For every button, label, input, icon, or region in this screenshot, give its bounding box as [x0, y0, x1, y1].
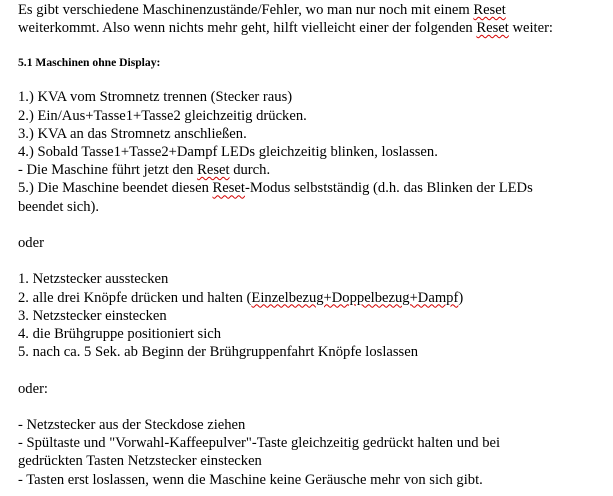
intro-line-2 — [18, 19, 610, 37]
intro-paragraph — [18, 1, 610, 37]
method-1-step-4-note: - Die Maschine führt jetzt den Reset durch. — [18, 162, 271, 179]
method-1-step-4: 4.) Sobald Tasse1+Tasse2+Dampf LEDs gleichzeitig blinken, loslassen. — [18, 144, 438, 161]
method-2-step-4: 4. die Brühgruppe positioniert sich — [18, 326, 222, 343]
spellcheck-word-reset: Reset — [476, 20, 509, 37]
method-1-step-2: 2.) Ein/Aus+Tasse1+Tasse2 gleichzeitig drücken. — [18, 107, 307, 124]
method-2-step-2: 2. alle drei Knöpfe drücken und halten (Einzelbezug+Doppelbezug+Dampf) — [18, 289, 464, 306]
intro-line-1 — [18, 1, 610, 19]
spellcheck-word-reset: Reset — [197, 162, 230, 179]
method-3-step-2: - Spültaste und "Vorwahl-Kaffeepulver"-Taste gleichzeitig gedrückt halten und bei — [18, 435, 501, 452]
method-1-step-5: 5.) Die Maschine beendet diesen Reset-Modus selbstständig (d.h. das Blinken der LEDs — [18, 180, 533, 197]
spacer — [18, 216, 610, 234]
spellcheck-word-reset: Reset — [212, 180, 245, 197]
spellcheck-word-buttons: Einzelbezug+Doppelbezug+Dampf — [251, 289, 459, 306]
method-1-step-5-cont: beendet sich). — [18, 198, 100, 215]
method-3-step-2-cont: gedrückten Tasten Netzstecker einstecken — [18, 453, 262, 470]
oder-separator-2: oder: — [18, 380, 48, 397]
method-3-step-1: - Netzstecker aus der Steckdose ziehen — [18, 417, 246, 433]
oder-separator-1: oder — [18, 235, 44, 252]
method-3-step-3: - Tasten erst loslassen, wenn die Maschine keine Geräusche mehr von sich gibt. — [18, 471, 483, 488]
spacer — [18, 398, 610, 416]
spacer — [18, 252, 610, 270]
intro-text-2: weiterkommt. Also wenn nichts mehr geht, hilft vielleicht einer der folgenden — [18, 20, 477, 37]
method-3-list — [18, 416, 610, 489]
method-2-step-1: 1. Netzstecker ausstecken — [18, 271, 169, 288]
method-1-step-1: 1.) KVA vom Stromnetz trennen (Stecker raus) — [18, 89, 293, 106]
spellcheck-word-reset: Reset — [473, 2, 506, 18]
section-heading: 5.1 Maschinen ohne Display: — [18, 56, 161, 70]
document-body — [18, 0, 610, 489]
method-2-step-3: 3. Netzstecker einstecken — [18, 307, 167, 324]
method-2-list — [18, 270, 610, 361]
intro-text-1: Es gibt verschiedene Maschinenzustände/Fehler, wo man nur noch mit einem — [18, 2, 474, 18]
intro-text-3: weiter: — [508, 20, 553, 37]
method-2-step-5: 5. nach ca. 5 Sek. ab Beginn der Brühgruppenfahrt Knöpfe loslassen — [18, 344, 419, 361]
method-1-list — [18, 88, 610, 215]
method-1-step-3: 3.) KVA an das Stromnetz anschließen. — [18, 125, 247, 142]
spacer — [18, 361, 610, 379]
